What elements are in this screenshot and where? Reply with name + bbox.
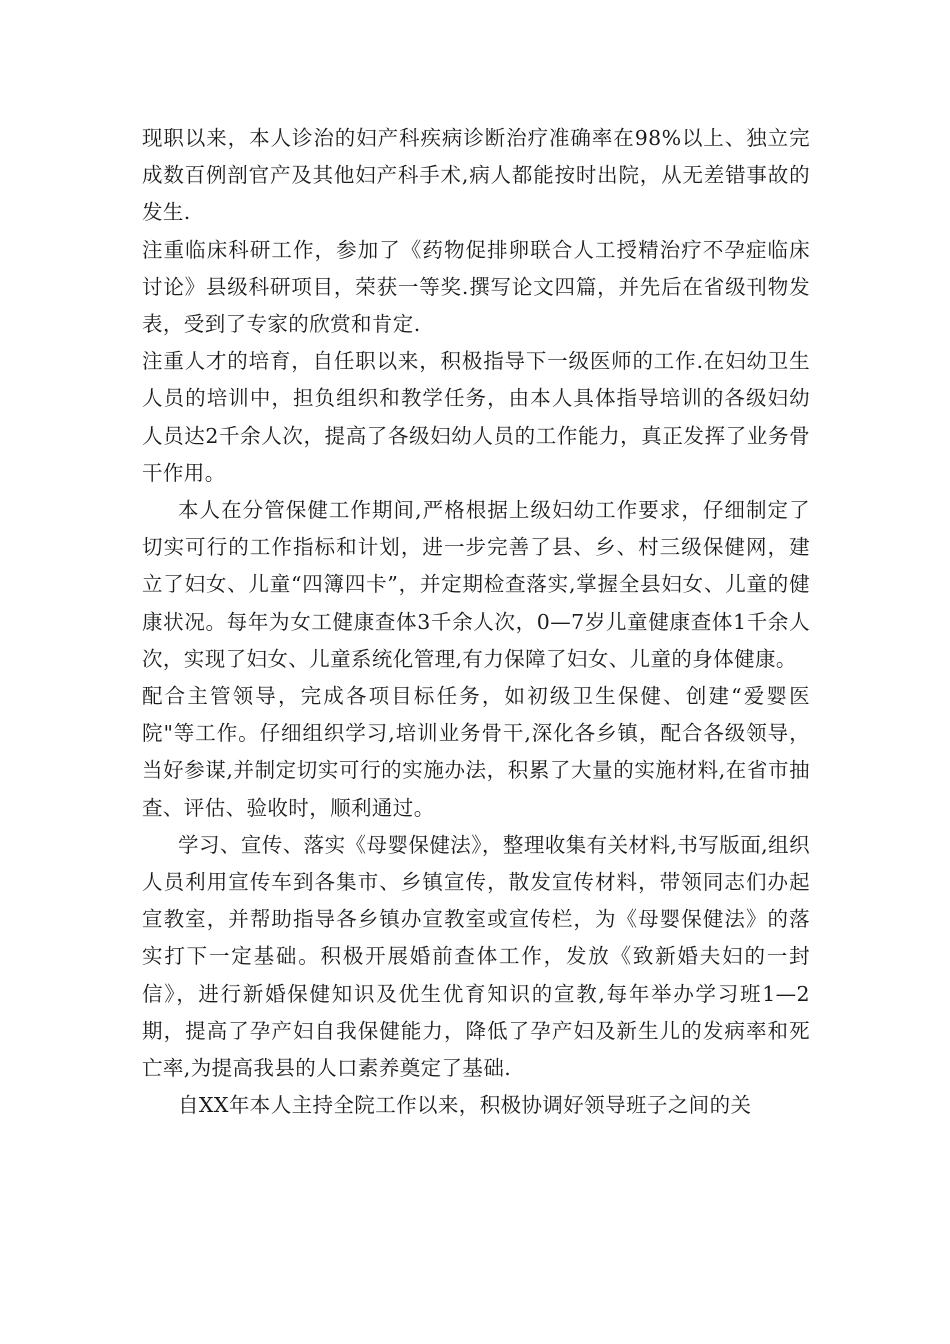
paragraph-research: 注重临床科研工作，参加了《药物促排卵联合人工授精治疗不孕症临床讨论》县级科研项目，荣获一等奖.撰写论文四篇，并先后在省级刊物发表，受到了专家的欣赏和肯定.: [142, 237, 810, 337]
paragraph-healthcare-management: 本人在分管保健工作期间,严格根据上级妇幼工作要求，仔细制定了切实可行的工作指标和计划，进一步完善了县、乡、村三级保健网，建立了妇女、儿童“四簿四卡”，并定期检查落实,掌握全县妇女、儿童的健康状况。每年为女工健康查体3千余人次，0—7岁儿童健康查体1千余人次，实现了妇女、儿童系统化管理,有力保障了妇女、儿童的身体健康。: [142, 498, 810, 671]
paragraph-clinical-accuracy: 现职以来，本人诊治的妇产科疾病诊断治疗准确率在98%以上、独立完成数百例剖官产及其他妇产科手术,病人都能按时出院，从无差错事故的发生.: [142, 126, 810, 225]
paragraph-talent-training: 注重人才的培育，自任职以来，积极指导下一级医师的工作.在妇幼卫生人员的培训中，担负组织和教学任务，由本人具体指导培训的各级妇幼人员达2千余人次，提高了各级妇幼人员的工作能力，真正发挥了业务骨干作用。: [142, 349, 810, 485]
paragraph-maternal-law: 学习、宣传、落实《母婴保健法》，整理收集有关材料,书写版面,组织人员利用宣传车到各集市、乡镇宣传，散发宣传材料，带领同志们办起宣教室，并帮助指导各乡镇办宣教室或宣传栏，为《母婴保健法》的落实打下一定基础。积极开展婚前查体工作，发放《致新婚夫妇的一封信》，进行新婚保健知识及优生优育知识的宣教,每年举办学习班1—2期，提高了孕产妇自我保健能力，降低了孕产妇及新生儿的发病率和死亡率,为提高我县的人口素养奠定了基础.: [142, 832, 810, 1081]
paragraph-cooperation: 配合主管领导，完成各项目标任务，如初级卫生保健、创建“爱婴医院"等工作。仔细组织学习,培训业务骨干,深化各乡镇，配合各级领导，当好参谋,并制定切实可行的实施办法，积累了大量的实施材料,在省市抽查、评估、验收时，顺利通过。: [142, 684, 810, 820]
document-page: [142, 120, 810, 1124]
paragraph-hospital-management: 自XX年本人主持全院工作以来，积极协调好领导班子之间的关: [178, 1093, 752, 1118]
